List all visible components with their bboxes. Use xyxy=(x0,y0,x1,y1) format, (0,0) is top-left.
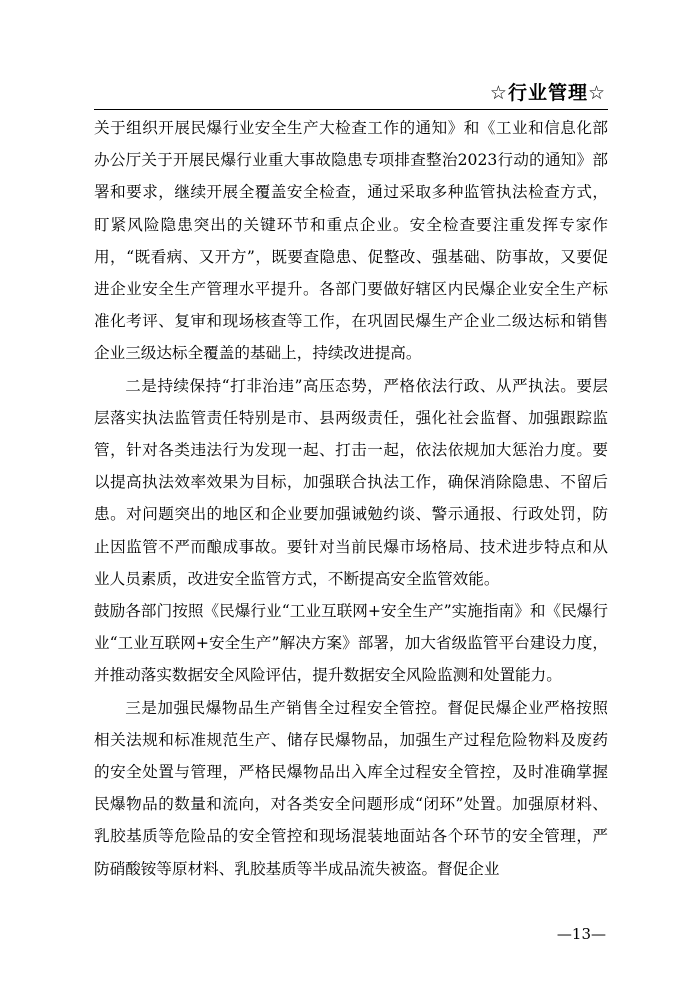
section-header: ☆行业管理☆ xyxy=(489,82,606,104)
paragraph-4: 三是加强民爆物品生产销售全过程安全管控。督促民爆企业严格按照相关法规和标准规范生产、储存民爆物品，加强生产过程危险物料及废药的安全处置与管理，严格民爆物品出入库全过程安全管控，及时准确掌握民爆物品的数量和流向，对各类安全问题形成“闭环”处置。加强原材料、乳胶基质等危险品的安全管控和现场混装地面站各个环节的安全管理，严防硝酸铵等原材料、乳胶基质等半成品流失被盗。督促企业 xyxy=(94,698,608,878)
paragraph-2: 二是持续保持“打非治违”高压态势，严格依法行政、从严执法。要层层落实执法监管责任特别是市、县两级责任，强化社会监督、加强跟踪监管，针对各类违法行为发现一起、打击一起，依法依规加大惩治力度。要以提高执法效率效果为目标，加强联合执法工作，确保消除隐患、不留后患。对问题突出的地区和企业要加强诫勉约谈、警示通报、行政处罚，防止因监管不严而酿成事故。要针对当前民爆市场格局、技术进步特点和从业人员素质，改进安全监管方式，不断提高安全监管效能。 xyxy=(94,376,608,588)
paragraph-3: 鼓励各部门按照《民爆行业“工业互联网+安全生产”实施指南》和《民爆行业“工业互联网+安全生产”解决方案》部署，加大省级监管平台建设力度，并推动落实数据安全风险评估，提升数据安全风险监测和处置能力。 xyxy=(94,602,608,685)
page-number: —13— xyxy=(556,925,606,943)
article-body xyxy=(94,112,608,885)
paragraph-1: 关于组织开展民爆行业安全生产大检查工作的通知》和《工业和信息化部办公厅关于开展民爆行业重大事故隐患专项排查整治2023行动的通知》部署和要求，继续开展全覆盖安全检查，通过采取多种监管执法检查方式，盯紧风险隐患突出的关键环节和重点企业。安全检查要注重发挥专家作用，“既看病、又开方”，既要查隐患、促整改、强基础、防事故，又要促进企业安全生产管理水平提升。各部门要做好辖区内民爆企业安全生产标准化考评、复审和现场核查等工作，在巩固民爆生产企业二级达标和销售企业三级达标全覆盖的基础上，持续改进提高。 xyxy=(94,119,608,363)
header-rule xyxy=(94,109,608,110)
